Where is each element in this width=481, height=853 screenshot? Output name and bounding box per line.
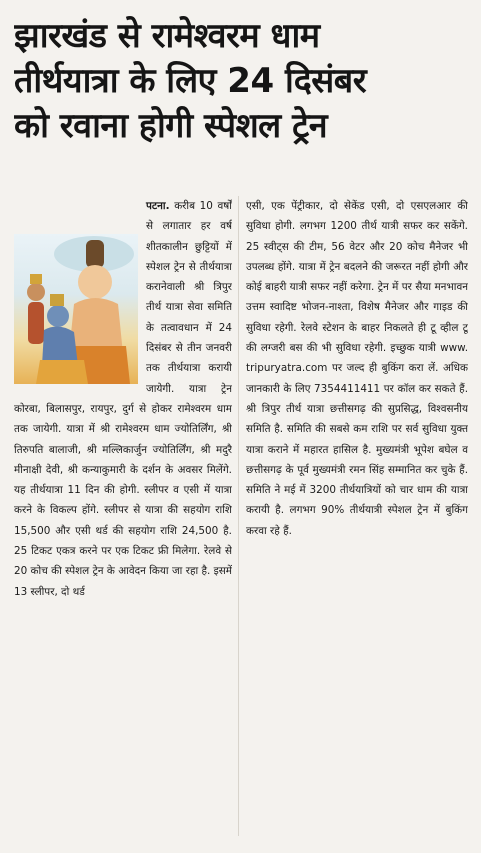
headline-line-2: तीर्थयात्रा के लिए 24 दिसंबर (14, 61, 367, 101)
article-body (14, 196, 470, 846)
headline-line-1: झारखंड से रामेश्वरम धाम (14, 16, 320, 56)
article-column-right (246, 196, 468, 846)
dateline: पटना. (146, 200, 170, 212)
article-text-left: करीब 10 वर्षों से लगातार हर वर्ष शीतकालीन छुट्टियों में स्पेशल ट्रेन से तीर्थयात्रा करानेवाली श्री त्रिपुर तीर्थ यात्रा सेवा समिति के तत्वावधान में 24 दिसंबर से तीन जनवरी तक तीर्थयात्रा करायी जायेगी. यात्रा ट्रेन कोरबा, बिलासपुर, रायपुर, दुर्ग से होकर रामेश्वरम धाम तक जायेगी. यात्रा में श्री रामेश्वरम धाम ज्योतिर्लिंग, श्री तिरुपति बालाजी, श्री मल्लिकार्जुन ज्योतिर्लिंग, श्री मदुरै मीनाक्षी देवी, श्री कन्याकुमारी के दर्शन के अवसर मिलेंगे. यह तीर्थयात्रा 11 दिन की होगी. स्लीपर व एसी में यात्रा करने के विकल्प होंगे. स्लीपर से यात्रा की सहयोग राशि 15,500 और एसी थर्ड की सहयोग राशि 24,500 है. 25 टिकट एकत्र करने पर एक टिकट फ्री मिलेगा. रेलवे से 20 कोच की स्पेशल ट्रेन के आवेदन किया जा रहा है. इसमें 13 स्लीपर, दो थर्ड (14, 200, 232, 598)
headline-line-3: को रवाना होगी स्पेशल ट्रेन (14, 106, 328, 146)
deity-illustration-icon (14, 234, 138, 384)
article-column-left (14, 196, 232, 846)
deity-photo (14, 234, 138, 384)
article-text-right: एसी, एक पेंट्रीकार, दो सेकेंड एसी, दो एसएलआर की सुविधा होगी. लगभग 1200 तीर्थ यात्री सफर कर सकेंगे. 25 स्वीट्स की टीम, 56 वेटर और 20 कोच मैनेजर भी उपलब्ध होंगे. यात्रा में ट्रेन बदलने की जरूरत नहीं होगी और कोई बाहरी यात्री सफर नहीं करेगा. ट्रेन में पर सैया मनभावन उत्तम स्वादिष्ट भोजन-नाश्ता, विशेष मैनेजर और गाइड की सुविधा रहेगी. रेलवे स्टेशन के बाहर निकलते ही टू व्हील टू की लग्जरी बस की भी सुविधा रहेगी. इच्छुक यात्री www. tripuryatra.com पर जल्द ही बुकिंग करा लें. अधिक जानकारी के लिए 7354411411 पर कॉल कर सकते हैं. श्री त्रिपुर तीर्थ यात्रा छत्तीसगढ़ की सुप्रसिद्ध, विश्वसनीय समिति है. समिति की सबसे कम राशि पर सर्व सुविधा युक्त यात्रा कराने में महारत हासिल है. मुख्यमंत्री भूपेश बघेल व छत्तीसगढ़ के पूर्व मुख्यमंत्री रमन सिंह सम्मानित कर चुके हैं. समिति ने मई में 3200 तीर्थयात्रियों को चार धाम की यात्रा करायी है. लगभग 90% तीर्थयात्री स्पेशल ट्रेन में बुकिंग करवा रहे हैं. (246, 200, 468, 537)
headline (14, 14, 467, 196)
column-divider (238, 196, 239, 836)
